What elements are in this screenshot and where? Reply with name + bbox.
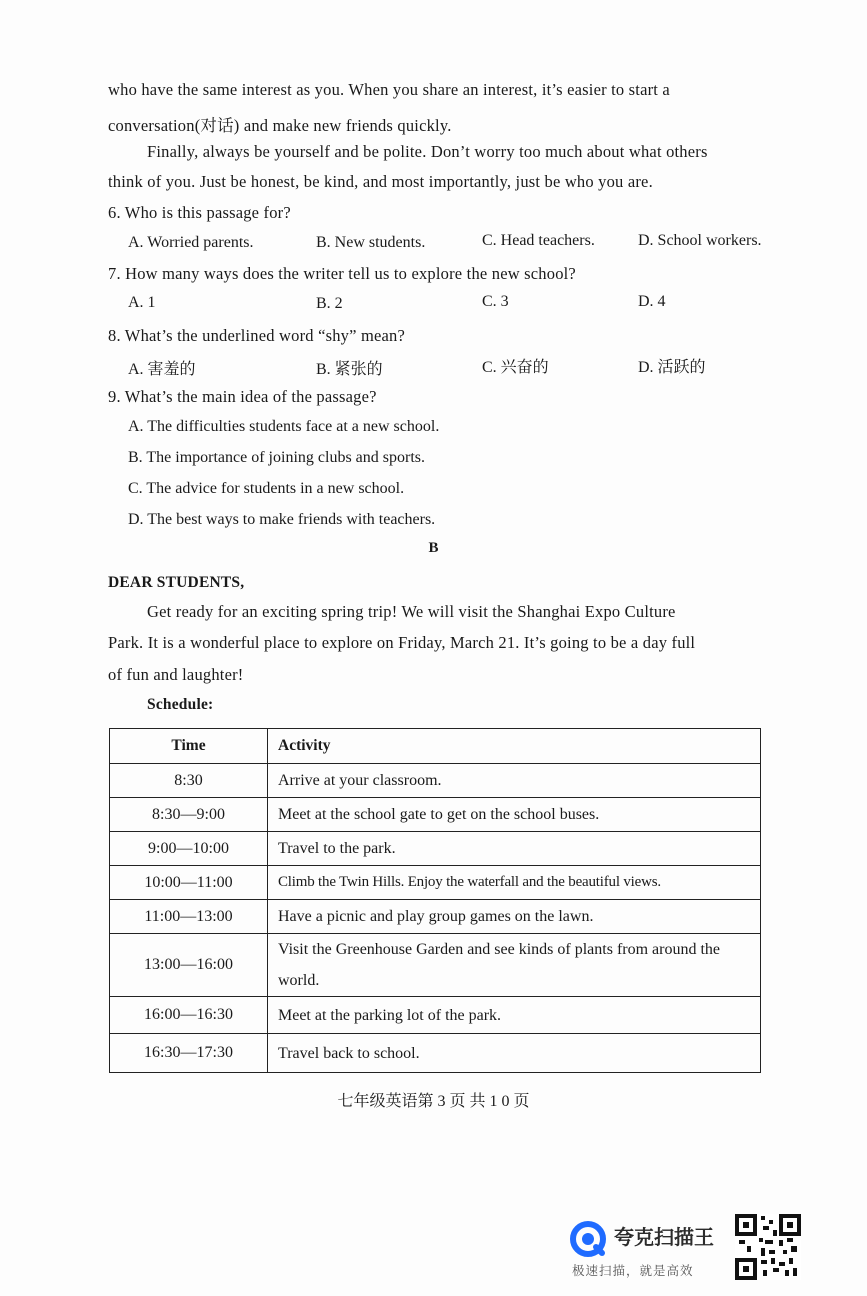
quark-logo-icon [570, 1221, 606, 1257]
option-d: D. School workers. [638, 232, 762, 249]
option-c: C. The advice for students in a new school. [128, 480, 405, 497]
passage-line: think of you. Just be honest, be kind, and most importantly, just be who you are. [108, 172, 653, 191]
time-cell: 13:00—16:00 [110, 934, 268, 997]
section-label: B [428, 540, 439, 556]
time-cell: 8:30—9:00 [110, 798, 268, 832]
option-b: B. 2 [316, 295, 343, 312]
watermark-title: 夸克扫描王 [614, 1225, 714, 1249]
question-stem: 9. What’s the main idea of the passage? [108, 387, 377, 406]
option-b: B. The importance of joining clubs and sports. [128, 449, 425, 466]
letter-line: Park. It is a wonderful place to explore on Friday, March 21. It’s going to be a day full [108, 633, 696, 652]
column-header-activity: Activity [268, 729, 761, 764]
option-a: A. The difficulties students face at a new school. [128, 418, 440, 435]
question-stem: 6. Who is this passage for? [108, 203, 291, 222]
option-a: A. 害羞的 [128, 361, 196, 378]
watermark-subtitle: 极速扫描，就是高效 [572, 1263, 694, 1278]
table-row [110, 934, 761, 997]
activity-cell: Travel back to school. [268, 1034, 761, 1073]
activity-cell: Travel to the park. [268, 832, 761, 866]
table-row [110, 832, 761, 866]
activity-cell: Arrive at your classroom. [268, 764, 761, 798]
activity-cell: Meet at the parking lot of the park. [268, 997, 761, 1034]
page-footer: 七年级英语第 3 页 共 1 0 页 [337, 1093, 530, 1110]
time-cell: 11:00—13:00 [110, 900, 268, 934]
option-d: D. The best ways to make friends with teachers. [128, 511, 436, 528]
time-cell: 16:00—16:30 [110, 997, 268, 1034]
option-a: A. Worried parents. [128, 234, 254, 251]
activity-cell: Have a picnic and play group games on the lawn. [268, 900, 761, 934]
option-d: D. 4 [638, 293, 666, 310]
letter-greeting: DEAR STUDENTS, [108, 574, 245, 591]
question-stem: 8. What’s the underlined word “shy” mean? [108, 326, 406, 345]
activity-cell: Climb the Twin Hills. Enjoy the waterfall and the beautiful views. [268, 866, 761, 900]
option-c: C. 兴奋的 [482, 359, 549, 376]
column-header-time: Time [110, 729, 268, 764]
passage-line: Finally, always be yourself and be polite. Don’t worry too much about what others [147, 142, 708, 161]
time-cell: 10:00—11:00 [110, 866, 268, 900]
table-row [110, 764, 761, 798]
table-row [110, 1034, 761, 1073]
table-header-row [110, 729, 761, 764]
schedule-table [109, 728, 761, 1073]
activity-cell: Visit the Greenhouse Garden and see kinds of plants from around the world. [268, 934, 761, 997]
time-cell: 9:00—10:00 [110, 832, 268, 866]
letter-line: Get ready for an exciting spring trip! We will visit the Shanghai Expo Culture [147, 602, 676, 621]
option-d: D. 活跃的 [638, 359, 706, 376]
time-cell: 16:30—17:30 [110, 1034, 268, 1073]
letter-line: of fun and laughter! [108, 665, 244, 684]
option-b: B. 紧张的 [316, 361, 383, 378]
option-b: B. New students. [316, 234, 426, 251]
passage-line: conversation(对话) and make new friends quickly. [108, 116, 452, 135]
question-stem: 7. How many ways does the writer tell us to explore the new school? [108, 264, 576, 283]
qr-code-icon [735, 1214, 801, 1280]
time-cell: 8:30 [110, 764, 268, 798]
activity-cell: Meet at the school gate to get on the school buses. [268, 798, 761, 832]
passage-line: who have the same interest as you. When you share an interest, it’s easier to start a [108, 80, 670, 99]
option-c: C. Head teachers. [482, 232, 595, 249]
option-c: C. 3 [482, 293, 509, 310]
table-row [110, 866, 761, 900]
table-row [110, 900, 761, 934]
table-row [110, 798, 761, 832]
table-row [110, 997, 761, 1034]
option-a: A. 1 [128, 294, 156, 311]
schedule-label: Schedule: [147, 696, 214, 713]
scanner-watermark [570, 1217, 740, 1283]
